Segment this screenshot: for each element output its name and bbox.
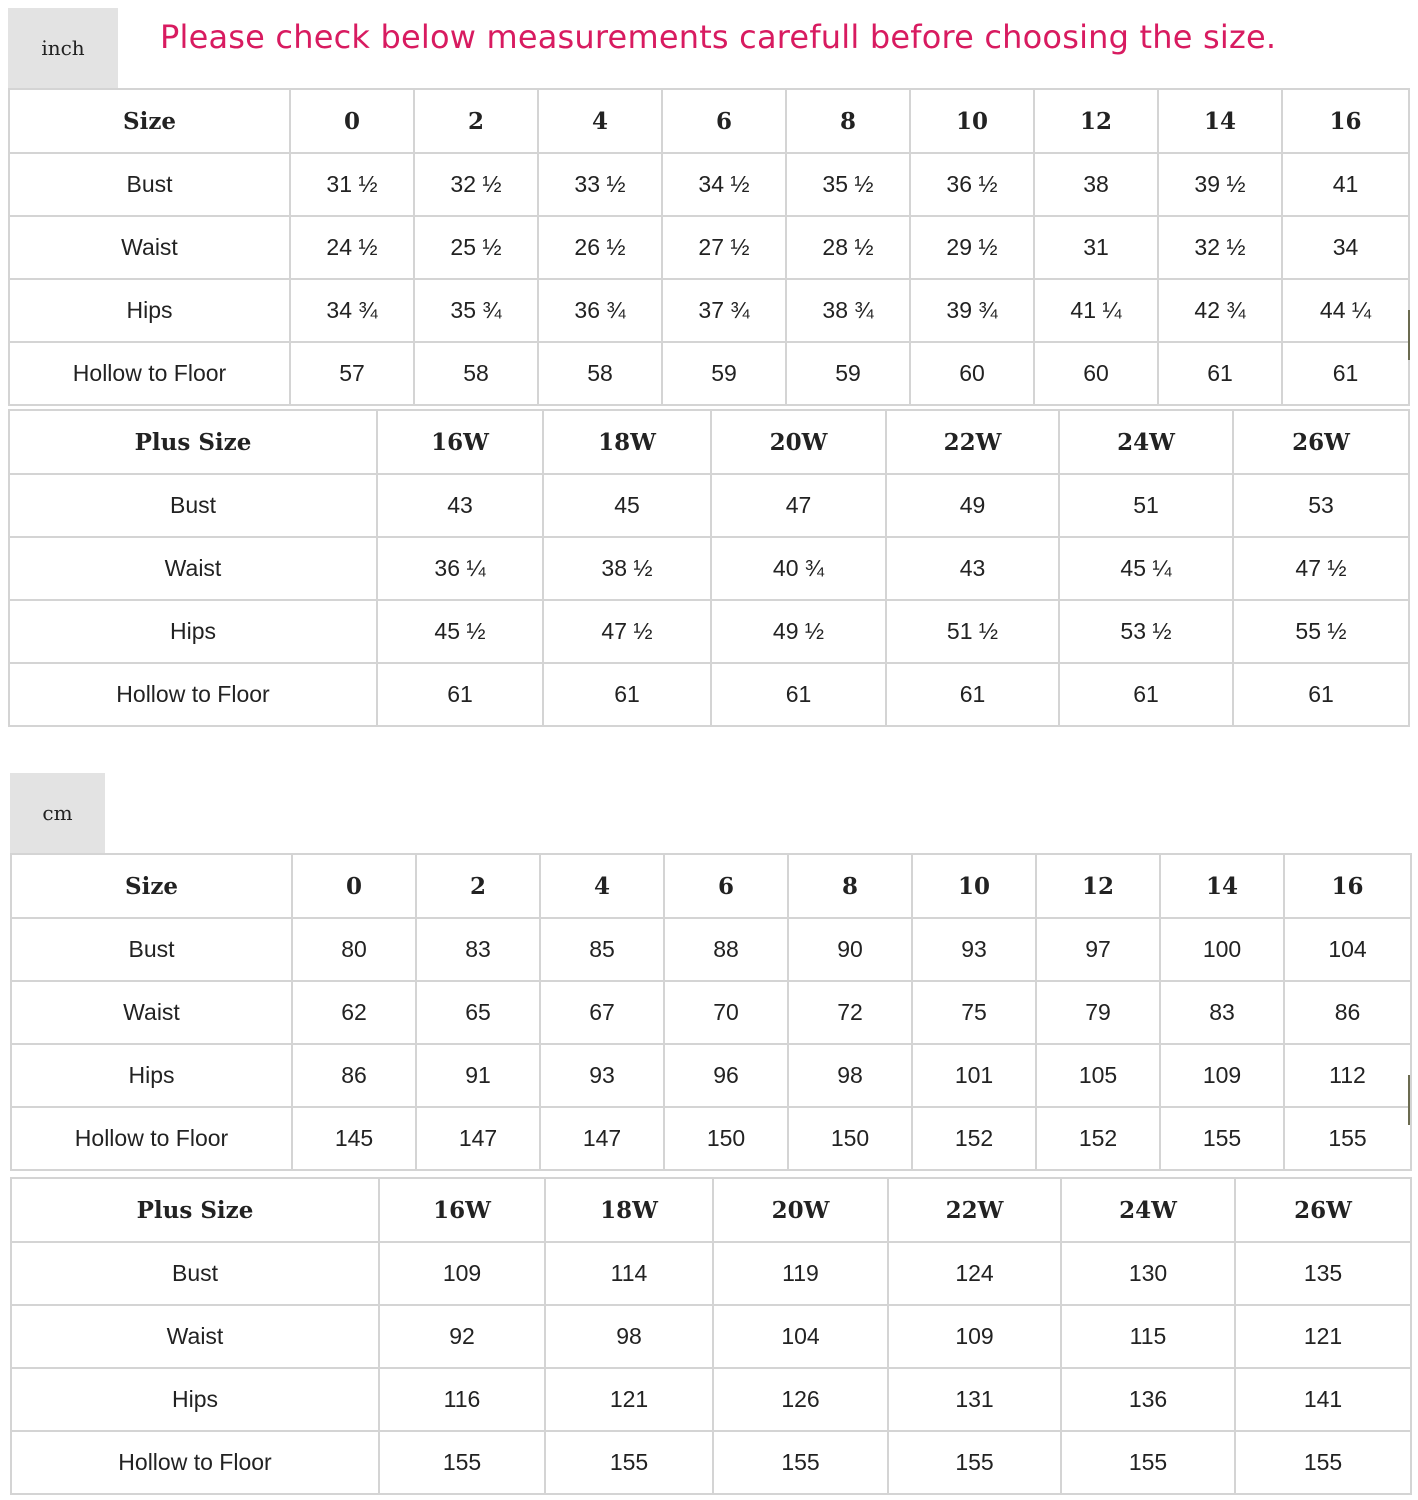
measurement-value: 80 <box>292 918 416 981</box>
measurement-value: 61 <box>543 663 711 726</box>
measurement-value: 45 <box>543 474 711 537</box>
measurement-value: 83 <box>416 918 540 981</box>
measurement-value: 24 ½ <box>290 216 414 279</box>
plus-size-header: Plus Size <box>11 1178 379 1242</box>
cm-plus-size-table <box>10 1177 1412 1495</box>
size-column-header: 22W <box>886 410 1059 474</box>
measurement-value: 131 <box>888 1368 1061 1431</box>
inch-unit-tab <box>8 8 118 88</box>
measurement-value: 98 <box>788 1044 912 1107</box>
measurement-value: 90 <box>788 918 912 981</box>
table-row <box>9 600 1409 663</box>
measurement-value: 155 <box>1235 1431 1411 1494</box>
measurement-value: 155 <box>1284 1107 1411 1170</box>
table-row <box>9 216 1409 279</box>
measurement-value: 93 <box>540 1044 664 1107</box>
measurement-value: 58 <box>414 342 538 405</box>
measurement-value: 114 <box>545 1242 713 1305</box>
measurement-value: 34 ½ <box>662 153 786 216</box>
measurement-value: 36 ½ <box>910 153 1034 216</box>
measurement-value: 100 <box>1160 918 1284 981</box>
measurement-value: 150 <box>664 1107 788 1170</box>
measurement-value: 36 ¼ <box>377 537 543 600</box>
measurement-value: 36 ¾ <box>538 279 662 342</box>
measurement-value: 43 <box>886 537 1059 600</box>
measurement-value: 38 ¾ <box>786 279 910 342</box>
measurement-value: 121 <box>545 1368 713 1431</box>
measurement-value: 136 <box>1061 1368 1235 1431</box>
measurement-value: 31 ½ <box>290 153 414 216</box>
table-row <box>9 474 1409 537</box>
measurement-value: 104 <box>1284 918 1411 981</box>
measurement-value: 32 ½ <box>1158 216 1282 279</box>
measurement-value: 42 ¾ <box>1158 279 1282 342</box>
measurement-value: 61 <box>1233 663 1409 726</box>
measurement-value: 109 <box>1160 1044 1284 1107</box>
size-column-header: 6 <box>662 89 786 153</box>
measurement-value: 57 <box>290 342 414 405</box>
measurement-value: 135 <box>1235 1242 1411 1305</box>
size-column-header: 24W <box>1059 410 1233 474</box>
measurement-value: 45 ¼ <box>1059 537 1233 600</box>
measurement-value: 37 ¾ <box>662 279 786 342</box>
size-column-header: 18W <box>543 410 711 474</box>
measurement-value: 130 <box>1061 1242 1235 1305</box>
measurement-value: 60 <box>910 342 1034 405</box>
size-column-header: 4 <box>540 854 664 918</box>
size-column-header: 12 <box>1036 854 1160 918</box>
measurement-value: 27 ½ <box>662 216 786 279</box>
measurement-value: 119 <box>713 1242 888 1305</box>
cm-unit-tab <box>10 773 105 853</box>
measurement-value: 121 <box>1235 1305 1411 1368</box>
size-column-header: 14 <box>1160 854 1284 918</box>
measurement-value: 155 <box>379 1431 545 1494</box>
measurement-value: 86 <box>1284 981 1411 1044</box>
size-column-header: 16W <box>379 1178 545 1242</box>
size-notice: Please check below measurements carefull before choosing the size. <box>160 18 1277 56</box>
measurement-label: Hollow to Floor <box>11 1107 292 1170</box>
table-row <box>11 1044 1411 1107</box>
size-column-header: 6 <box>664 854 788 918</box>
measurement-value: 72 <box>788 981 912 1044</box>
size-column-header: 18W <box>545 1178 713 1242</box>
measurement-value: 61 <box>377 663 543 726</box>
table-row <box>9 153 1409 216</box>
size-column-header: 4 <box>538 89 662 153</box>
measurement-value: 70 <box>664 981 788 1044</box>
table-header-row <box>9 89 1409 153</box>
measurement-value: 55 ½ <box>1233 600 1409 663</box>
measurement-value: 53 <box>1233 474 1409 537</box>
size-column-header: 14 <box>1158 89 1282 153</box>
size-column-header: 2 <box>414 89 538 153</box>
measurement-value: 116 <box>379 1368 545 1431</box>
measurement-value: 152 <box>912 1107 1036 1170</box>
table-row <box>11 1107 1411 1170</box>
edge-mark <box>1408 1075 1410 1125</box>
measurement-value: 109 <box>888 1305 1061 1368</box>
measurement-label: Waist <box>9 537 377 600</box>
size-column-header: 10 <box>910 89 1034 153</box>
table-row <box>11 1242 1411 1305</box>
size-column-header: 16 <box>1282 89 1409 153</box>
size-column-header: 0 <box>292 854 416 918</box>
measurement-value: 92 <box>379 1305 545 1368</box>
measurement-value: 85 <box>540 918 664 981</box>
measurement-value: 96 <box>664 1044 788 1107</box>
measurement-value: 44 ¼ <box>1282 279 1409 342</box>
measurement-value: 83 <box>1160 981 1284 1044</box>
measurement-value: 79 <box>1036 981 1160 1044</box>
table-header-row <box>11 854 1411 918</box>
size-column-header: 22W <box>888 1178 1061 1242</box>
measurement-value: 34 <box>1282 216 1409 279</box>
measurement-value: 88 <box>664 918 788 981</box>
measurement-label: Bust <box>11 918 292 981</box>
plus-size-header: Plus Size <box>9 410 377 474</box>
measurement-value: 105 <box>1036 1044 1160 1107</box>
measurement-label: Hips <box>9 600 377 663</box>
inch-unit-label: inch <box>41 36 85 60</box>
measurement-value: 47 <box>711 474 886 537</box>
measurement-value: 109 <box>379 1242 545 1305</box>
measurement-value: 51 ½ <box>886 600 1059 663</box>
measurement-value: 41 <box>1282 153 1409 216</box>
measurement-value: 155 <box>1061 1431 1235 1494</box>
size-column-header: 20W <box>713 1178 888 1242</box>
table-row <box>11 918 1411 981</box>
measurement-label: Bust <box>11 1242 379 1305</box>
cm-unit-label: cm <box>42 801 73 825</box>
cm-standard-size-table <box>10 853 1412 1171</box>
measurement-label: Hollow to Floor <box>9 342 290 405</box>
measurement-value: 86 <box>292 1044 416 1107</box>
measurement-value: 62 <box>292 981 416 1044</box>
measurement-value: 147 <box>416 1107 540 1170</box>
measurement-value: 31 <box>1034 216 1158 279</box>
measurement-value: 91 <box>416 1044 540 1107</box>
table-header-row <box>11 1178 1411 1242</box>
measurement-label: Bust <box>9 474 377 537</box>
edge-mark <box>1408 310 1410 360</box>
measurement-label: Bust <box>9 153 290 216</box>
measurement-value: 59 <box>662 342 786 405</box>
measurement-value: 147 <box>540 1107 664 1170</box>
size-column-header: 20W <box>711 410 886 474</box>
measurement-value: 25 ½ <box>414 216 538 279</box>
measurement-value: 145 <box>292 1107 416 1170</box>
size-header: Size <box>9 89 290 153</box>
measurement-value: 150 <box>788 1107 912 1170</box>
measurement-label: Waist <box>11 1305 379 1368</box>
table-row <box>11 1368 1411 1431</box>
measurement-label: Waist <box>9 216 290 279</box>
size-column-header: 24W <box>1061 1178 1235 1242</box>
size-header: Size <box>11 854 292 918</box>
measurement-value: 47 ½ <box>543 600 711 663</box>
measurement-value: 49 ½ <box>711 600 886 663</box>
measurement-value: 29 ½ <box>910 216 1034 279</box>
measurement-value: 141 <box>1235 1368 1411 1431</box>
measurement-value: 61 <box>1059 663 1233 726</box>
table-row <box>11 1431 1411 1494</box>
measurement-value: 104 <box>713 1305 888 1368</box>
measurement-value: 40 ¾ <box>711 537 886 600</box>
size-column-header: 12 <box>1034 89 1158 153</box>
measurement-value: 101 <box>912 1044 1036 1107</box>
measurement-value: 155 <box>1160 1107 1284 1170</box>
inch-plus-size-table <box>8 409 1410 727</box>
table-row <box>9 342 1409 405</box>
size-column-header: 26W <box>1233 410 1409 474</box>
table-header-row <box>9 410 1409 474</box>
measurement-label: Hips <box>9 279 290 342</box>
size-column-header: 2 <box>416 854 540 918</box>
measurement-value: 93 <box>912 918 1036 981</box>
measurement-value: 58 <box>538 342 662 405</box>
measurement-value: 26 ½ <box>538 216 662 279</box>
measurement-value: 60 <box>1034 342 1158 405</box>
measurement-value: 115 <box>1061 1305 1235 1368</box>
size-column-header: 10 <box>912 854 1036 918</box>
table-row <box>9 279 1409 342</box>
measurement-value: 45 ½ <box>377 600 543 663</box>
size-column-header: 8 <box>788 854 912 918</box>
measurement-value: 39 ¾ <box>910 279 1034 342</box>
measurement-value: 38 <box>1034 153 1158 216</box>
measurement-value: 126 <box>713 1368 888 1431</box>
measurement-value: 98 <box>545 1305 713 1368</box>
table-row <box>11 1305 1411 1368</box>
measurement-value: 124 <box>888 1242 1061 1305</box>
measurement-value: 34 ¾ <box>290 279 414 342</box>
table-row <box>9 537 1409 600</box>
measurement-value: 75 <box>912 981 1036 1044</box>
measurement-label: Hollow to Floor <box>9 663 377 726</box>
measurement-value: 67 <box>540 981 664 1044</box>
size-column-header: 8 <box>786 89 910 153</box>
measurement-value: 59 <box>786 342 910 405</box>
measurement-label: Hollow to Floor <box>11 1431 379 1494</box>
measurement-value: 112 <box>1284 1044 1411 1107</box>
measurement-value: 35 ½ <box>786 153 910 216</box>
measurement-value: 61 <box>886 663 1059 726</box>
measurement-label: Waist <box>11 981 292 1044</box>
inch-standard-size-table <box>8 88 1410 406</box>
measurement-value: 33 ½ <box>538 153 662 216</box>
measurement-value: 35 ¾ <box>414 279 538 342</box>
measurement-label: Hips <box>11 1368 379 1431</box>
measurement-value: 65 <box>416 981 540 1044</box>
measurement-value: 47 ½ <box>1233 537 1409 600</box>
size-column-header: 16W <box>377 410 543 474</box>
measurement-label: Hips <box>11 1044 292 1107</box>
measurement-value: 41 ¼ <box>1034 279 1158 342</box>
size-column-header: 0 <box>290 89 414 153</box>
measurement-value: 61 <box>1158 342 1282 405</box>
measurement-value: 51 <box>1059 474 1233 537</box>
measurement-value: 49 <box>886 474 1059 537</box>
measurement-value: 155 <box>545 1431 713 1494</box>
measurement-value: 155 <box>888 1431 1061 1494</box>
measurement-value: 61 <box>1282 342 1409 405</box>
measurement-value: 152 <box>1036 1107 1160 1170</box>
measurement-value: 53 ½ <box>1059 600 1233 663</box>
measurement-value: 61 <box>711 663 886 726</box>
measurement-value: 38 ½ <box>543 537 711 600</box>
table-row <box>9 663 1409 726</box>
measurement-value: 97 <box>1036 918 1160 981</box>
table-row <box>11 981 1411 1044</box>
measurement-value: 43 <box>377 474 543 537</box>
measurement-value: 32 ½ <box>414 153 538 216</box>
measurement-value: 155 <box>713 1431 888 1494</box>
measurement-value: 28 ½ <box>786 216 910 279</box>
size-column-header: 26W <box>1235 1178 1411 1242</box>
measurement-value: 39 ½ <box>1158 153 1282 216</box>
size-column-header: 16 <box>1284 854 1411 918</box>
